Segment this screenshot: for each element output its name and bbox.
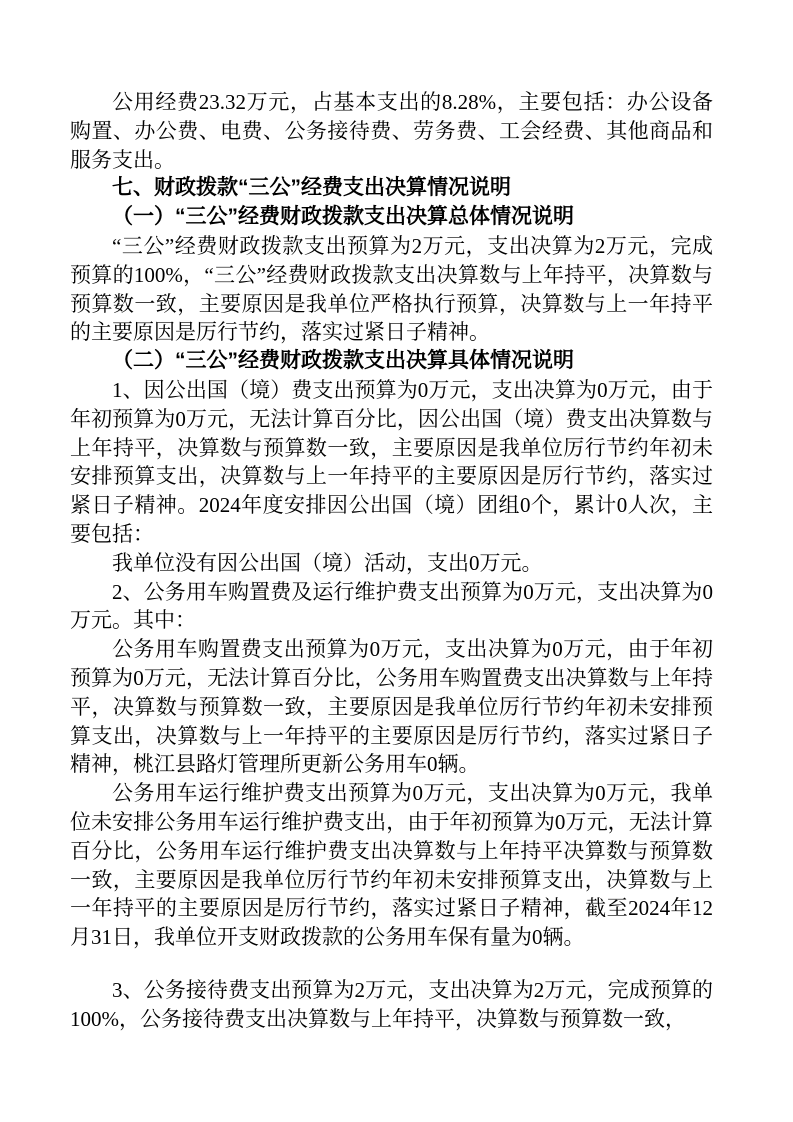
heading-section-7-2-specific-situation: （二）“三公”经费财政拨款支出决算具体情况说明 <box>112 349 574 373</box>
document-content <box>70 88 713 1034</box>
paragraph-vehicle-operation-expense: 公务用车运行维护费支出预算为0万元，支出决算为0万元，我单位未安排公务用车运行维护费支出，由于年初预算为0万元，无法计算百分比，公务用车运行维护费支出决算数与上年持平决算数与预算数一致，主要原因是我单位厉行节约年初未安排预算支出，决算数与上一年持平的主要原因是厉行节约，落实过紧日子精神，截至2024年12月31日，我单位开支财政拨款的公务用车保有量为0辆。 <box>70 781 713 950</box>
heading-section-7-1-overall-situation: （一）“三公”经费财政拨款支出决算总体情况说明 <box>112 205 574 229</box>
paragraph-no-overseas-activity: 我单位没有因公出国（境）活动，支出0万元。 <box>112 550 543 575</box>
paragraph-official-vehicle-total: 2、公务用车购置费及运行维护费支出预算为0万元，支出决算为0万元。其中： <box>70 579 713 633</box>
paragraph-vehicle-purchase-expense: 公务用车购置费支出预算为0万元，支出决算为0万元，由于年初预算为0万元，无法计算百分比，公务用车购置费支出决算数与上年持平，决算数与预算数一致，主要原因是我单位厉行节约年初未安排预算支出，决算数与上一年持平的主要原因是厉行节约，落实过紧日子精神，桃江县路灯管理所更新公务用车0辆。 <box>70 637 713 777</box>
paragraph-public-funds-summary: 公用经费23.32万元，占基本支出的8.28%，主要包括：办公设备购置、办公费、电费、公务接待费、劳务费、工会经费、其他商品和服务支出。 <box>70 90 713 172</box>
paragraph-three-public-overall: “三公”经费财政拨款支出预算为2万元，支出决算为2万元，完成预算的100%，“三公”经费财政拨款支出决算数与上年持平，决算数与预算数一致，主要原因是我单位严格执行预算，决算数与上一年持平的主要原因是厉行节约，落实过紧日子精神。 <box>70 233 713 345</box>
paragraph-official-reception-expense: 3、公务接待费支出预算为2万元，支出决算为2万元，完成预算的100%，公务接待费支出决算数与上年持平，决算数与预算数一致， <box>70 977 713 1031</box>
paragraph-overseas-travel-expense: 1、因公出国（境）费支出预算为0万元，支出决算为0万元，由于年初预算为0万元，无法计算百分比，因公出国（境）费支出决算数与上年持平，决算数与预算数一致，主要原因是我单位厉行节约年初未安排预算支出，决算数与上一年持平的主要原因是厉行节约，落实过紧日子精神。2024年度安排因公出国（境）团组0个，累计0人次，主要包括： <box>70 377 713 546</box>
heading-section-7-three-public-expense: 七、财政拨款“三公”经费支出决算情况说明 <box>112 176 511 200</box>
